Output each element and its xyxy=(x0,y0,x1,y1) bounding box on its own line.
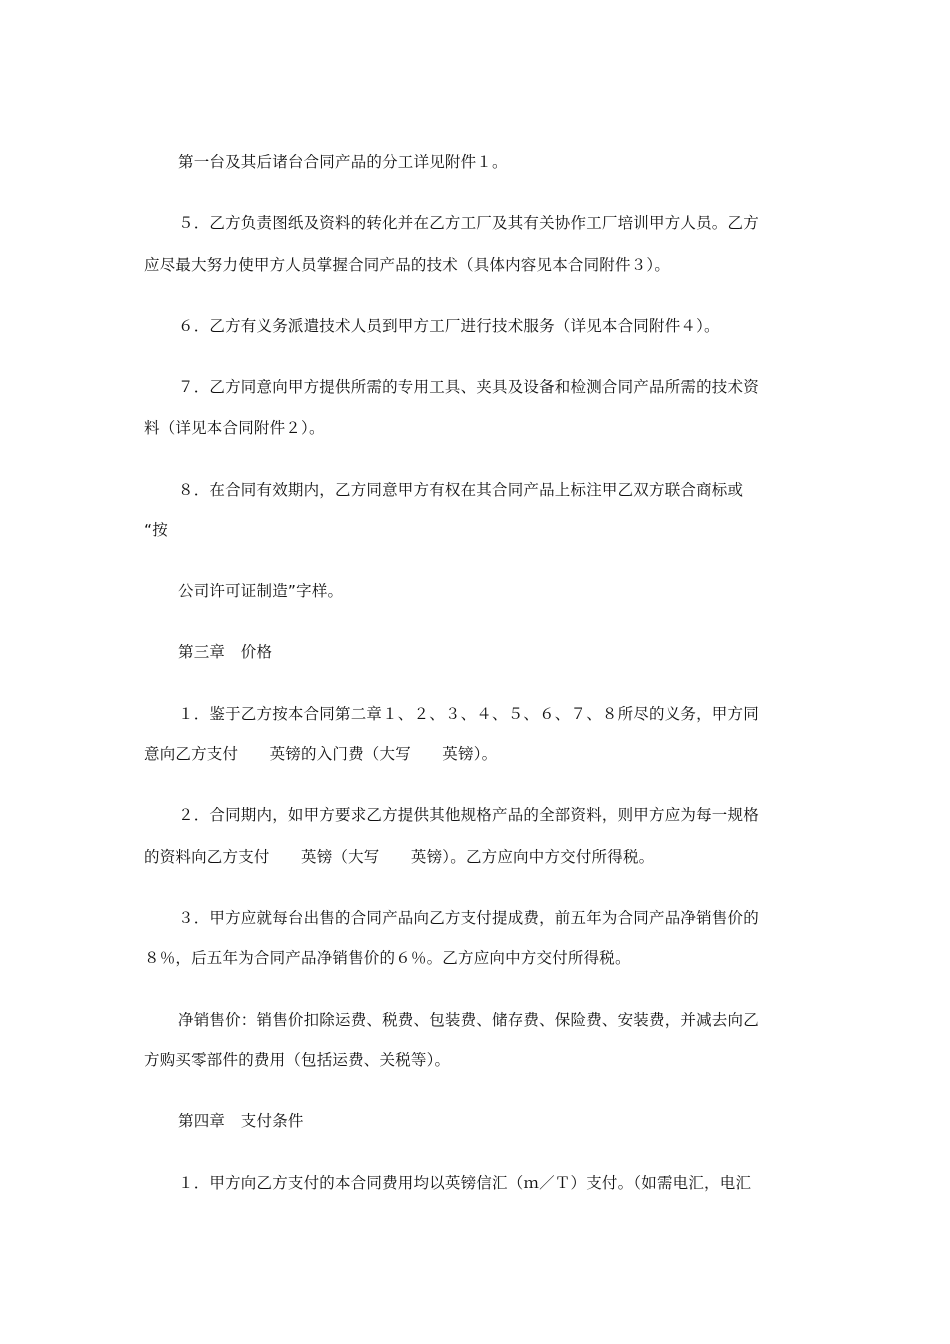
paragraph-line-5: ７．乙方同意向甲方提供所需的专用工具、夹具及设备和检测合同产品所需的技术资 xyxy=(178,378,759,396)
paragraph-line-16: ８％，后五年为合同产品净销售价的６％。乙方应向中方交付所得税。 xyxy=(144,949,631,967)
paragraph-line-15: ３．甲方应就每台出售的合同产品向乙方支付提成费，前五年为合同产品净销售价的 xyxy=(178,909,759,927)
paragraph-line-4: ６．乙方有义务派遣技术人员到甲方工厂进行技术服务（详见本合同附件４）。 xyxy=(178,317,720,335)
paragraph-line-17: 净销售价：销售价扣除运费、税费、包装费、储存费、保险费、安装费，并减去向乙 xyxy=(178,1011,759,1029)
paragraph-line-6: 料（详见本合同附件２）。 xyxy=(144,419,325,437)
paragraph-line-7: ８．在合同有效期内，乙方同意甲方有权在其合同产品上标注甲乙双方联合商标或 xyxy=(178,481,744,499)
paragraph-line-8: “按 xyxy=(144,521,168,539)
chapter-three-heading: 第三章 价格 xyxy=(178,643,273,661)
chapter-four-heading: 第四章 支付条件 xyxy=(178,1112,304,1130)
paragraph-line-20: １．甲方向乙方支付的本合同费用均以英镑信汇（ｍ／Ｔ）支付。（如需电汇，电汇 xyxy=(178,1174,752,1192)
paragraph-line-2: ５．乙方负责图纸及资料的转化并在乙方工厂及其有关协作工厂培训甲方人员。乙方 xyxy=(178,214,759,232)
paragraph-line-18: 方购买零部件的费用（包括运费、关税等）。 xyxy=(144,1051,451,1069)
paragraph-line-1: 第一台及其后诸台合同产品的分工详见附件１。 xyxy=(178,153,508,171)
paragraph-line-13: ２．合同期内，如甲方要求乙方提供其他规格产品的全部资料，则甲方应为每一规格 xyxy=(178,806,759,824)
paragraph-line-11: １．鉴于乙方按本合同第二章１、２、３、４、５、６、７、８所尽的义务，甲方同 xyxy=(178,705,759,723)
paragraph-line-9: 公司许可证制造”字样。 xyxy=(178,582,344,600)
paragraph-line-12: 意向乙方支付 英镑的入门费（大写 英镑）。 xyxy=(144,745,498,763)
paragraph-line-3: 应尽最大努力使甲方人员掌握合同产品的技术（具体内容见本合同附件３）。 xyxy=(144,256,671,274)
paragraph-line-14: 的资料向乙方支付 英镑（大写 英镑）。乙方应向中方交付所得税。 xyxy=(144,848,655,866)
